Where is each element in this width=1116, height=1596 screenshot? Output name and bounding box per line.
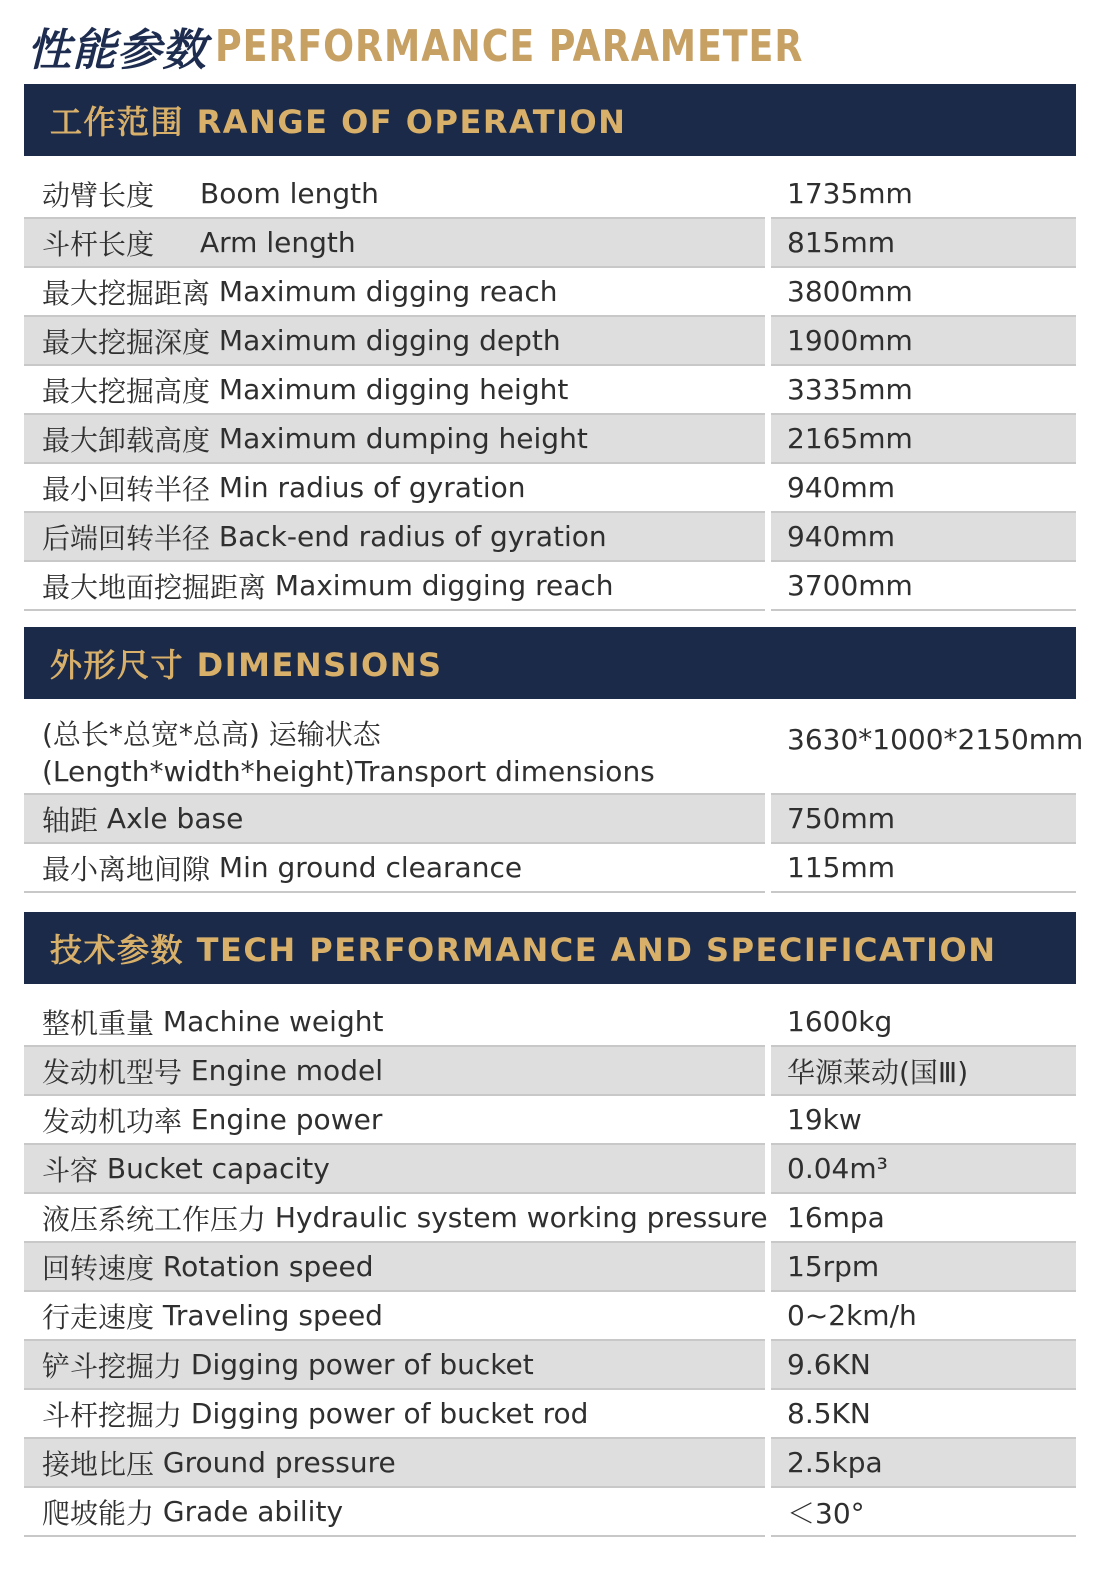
row-label: 斗杆长度 Arm length (24, 219, 765, 268)
row-value: 1600kg (771, 998, 1076, 1047)
table-row (24, 1145, 1076, 1194)
row-label: 斗杆挖掘力 Digging power of bucket rod (24, 1390, 765, 1439)
row-label: 铲斗挖掘力 Digging power of bucket (24, 1341, 765, 1390)
table-row (24, 219, 1076, 268)
row-label: 整机重量 Machine weight (24, 998, 765, 1047)
table-row (24, 1243, 1076, 1292)
row-value: 940mm (771, 513, 1076, 562)
table-row (24, 415, 1076, 464)
table-row (24, 513, 1076, 562)
section-header (24, 627, 1076, 699)
table-row (24, 1194, 1076, 1243)
row-value: 8.5KN (771, 1390, 1076, 1439)
row-value: ＜30° (771, 1488, 1076, 1537)
row-label: 行走速度 Traveling speed (24, 1292, 765, 1341)
row-label: 最大挖掘高度 Maximum digging height (24, 366, 765, 415)
row-value: 1900mm (771, 317, 1076, 366)
table-row (24, 713, 1084, 795)
row-label: 最小离地间隙 Min ground clearance (24, 844, 765, 893)
row-label: 后端回转半径 Back-end radius of gyration (24, 513, 765, 562)
row-label: 发动机型号 Engine model (24, 1047, 765, 1096)
page-title-en: PERFORMANCE PARAMETER (215, 20, 804, 72)
row-label: 接地比压 Ground pressure (24, 1439, 765, 1488)
table-row (24, 1292, 1076, 1341)
row-value: 2.5kpa (771, 1439, 1076, 1488)
table-row (24, 1488, 1076, 1537)
row-value: 16mpa (771, 1194, 1076, 1243)
row-label: 最大挖掘深度 Maximum digging depth (24, 317, 765, 366)
table-row (24, 562, 1076, 611)
table-row (24, 268, 1076, 317)
row-value: 9.6KN (771, 1341, 1076, 1390)
spec-table (24, 998, 1076, 1537)
table-row (24, 464, 1076, 513)
table-row (24, 170, 1076, 219)
row-label: 轴距 Axle base (24, 795, 765, 844)
table-row (24, 795, 1076, 844)
row-value: 3800mm (771, 268, 1076, 317)
row-value: 750mm (771, 795, 1076, 844)
row-value: 940mm (771, 464, 1076, 513)
row-label: 最大卸载高度 Maximum dumping height (24, 415, 765, 464)
spec-table (24, 170, 1076, 611)
section-title: 工作范围 RANGE OF OPERATION (50, 103, 627, 141)
table-row (24, 1439, 1076, 1488)
section-header (24, 912, 1076, 984)
row-label: 最大地面挖掘距离 Maximum digging reach (24, 562, 765, 611)
row-value: 115mm (771, 844, 1076, 893)
row-label: 爬坡能力 Grade ability (24, 1488, 765, 1537)
row-value: 3700mm (771, 562, 1076, 611)
table-row (24, 1047, 1076, 1096)
page-title (27, 18, 854, 74)
row-label: 最小回转半径 Min radius of gyration (24, 464, 765, 513)
section-dimensions (24, 627, 1084, 893)
row-value: 3335mm (771, 366, 1076, 415)
row-label: 回转速度 Rotation speed (24, 1243, 765, 1292)
section-range-of-operation (24, 84, 1076, 611)
row-value: 2165mm (771, 415, 1076, 464)
row-value: 0.04m³ (771, 1145, 1076, 1194)
table-row (24, 998, 1076, 1047)
row-value: 1735mm (771, 170, 1076, 219)
row-label: 液压系统工作压力 Hydraulic system working pressure (24, 1194, 765, 1243)
section-header (24, 84, 1076, 156)
table-row (24, 1390, 1076, 1439)
row-value: 19kw (771, 1096, 1076, 1145)
row-value: 3630*1000*2150mm (771, 713, 1076, 795)
row-label: (总长*总宽*总高) 运输状态 (Length*width*height)Transport dimensions (24, 713, 765, 795)
row-value: 815mm (771, 219, 1076, 268)
row-value: 华源莱动(国Ⅲ) (771, 1047, 1076, 1096)
table-row (24, 317, 1076, 366)
row-label: 最大挖掘距离 Maximum digging reach (24, 268, 765, 317)
row-label: 动臂长度 Boom length (24, 170, 765, 219)
section-title: 外形尺寸 DIMENSIONS (50, 646, 443, 684)
table-row (24, 1096, 1076, 1145)
row-label: 发动机功率 Engine power (24, 1096, 765, 1145)
table-row (24, 366, 1076, 415)
section-title: 技术参数 TECH PERFORMANCE AND SPECIFICATION (50, 931, 997, 969)
table-row (24, 844, 1076, 893)
table-row (24, 1341, 1076, 1390)
page-title-cn: 性能参数 (27, 25, 207, 76)
row-value: 15rpm (771, 1243, 1076, 1292)
spec-table (24, 713, 1084, 893)
section-tech-performance (24, 912, 1076, 1537)
row-label: 斗容 Bucket capacity (24, 1145, 765, 1194)
row-value: 0~2km/h (771, 1292, 1076, 1341)
